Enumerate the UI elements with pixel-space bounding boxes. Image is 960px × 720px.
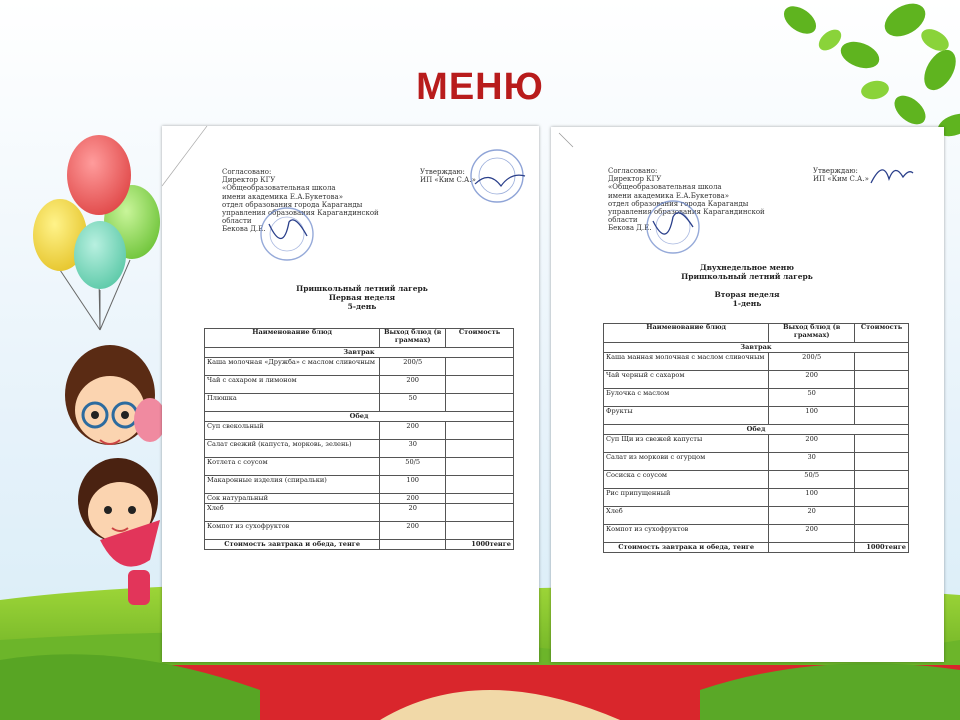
table-cell [855, 371, 909, 389]
table-cell: 200 [380, 522, 446, 540]
table-row [205, 494, 514, 504]
table-cell [446, 394, 514, 412]
table-cell [446, 376, 514, 394]
col-header-price: Стоимость [446, 329, 514, 348]
col-header-dish: Наименование блюд [604, 324, 769, 343]
table-cell: 30 [380, 440, 446, 458]
section-breakfast: Завтрак [205, 348, 514, 358]
table-row [205, 376, 514, 394]
table-row [604, 435, 909, 453]
table-cell: Булочка с маслом [604, 389, 769, 407]
table-cell: Хлеб [205, 504, 380, 522]
table-cell: Чай черный с сахаром [604, 371, 769, 389]
table-cell: 100 [769, 407, 855, 425]
table-row [604, 489, 909, 507]
col-header-price: Стоимость [855, 324, 909, 343]
table-cell [380, 540, 446, 550]
col-header-amount: Выход блюд (в граммах) [769, 324, 855, 343]
table-cell: 50/5 [769, 471, 855, 489]
table-cell: Фрукты [604, 407, 769, 425]
section-breakfast: Завтрак [604, 343, 909, 353]
school-stamp-icon [257, 204, 317, 264]
table-cell: 200/5 [769, 353, 855, 371]
table-cell [446, 476, 514, 494]
signature-icon [869, 157, 915, 193]
table-cell: Стоимость завтрака и обеда, тенге [604, 543, 769, 553]
menu-heading: Пришкольный летний лагерь Первая неделя 5-день [296, 284, 428, 311]
table-cell: Чай с сахаром и лимоном [205, 376, 380, 394]
table-cell: 200 [380, 376, 446, 394]
table-cell [446, 458, 514, 476]
total-row [604, 543, 909, 553]
table-cell: Суп Щи из свежей капусты [604, 435, 769, 453]
table-row [205, 504, 514, 522]
table-row [604, 507, 909, 525]
table-row [205, 476, 514, 494]
col-header-dish: Наименование блюд [205, 329, 380, 348]
table-cell: 200 [380, 422, 446, 440]
total-row [205, 540, 514, 550]
table-cell [855, 353, 909, 371]
table-cell [446, 494, 514, 504]
table-cell: 50 [769, 389, 855, 407]
table-cell: 1000тенге [446, 540, 514, 550]
table-row [205, 358, 514, 376]
table-cell: Суп свекольный [205, 422, 380, 440]
table-cell [446, 358, 514, 376]
table-cell: Хлеб [604, 507, 769, 525]
table-cell: Плюшка [205, 394, 380, 412]
table-cell: 200/5 [380, 358, 446, 376]
table-row [604, 471, 909, 489]
table-row [205, 394, 514, 412]
table-cell: Компот из сухофруктов [205, 522, 380, 540]
table-cell: Сок натуральный [205, 494, 380, 504]
approval-block-right: Утверждаю: ИП «Ким С.А.» [813, 167, 869, 184]
table-cell: 50 [380, 394, 446, 412]
table-cell [446, 440, 514, 458]
table-row [604, 453, 909, 471]
menu-table [603, 323, 909, 553]
table-cell [446, 504, 514, 522]
school-stamp-icon [643, 197, 703, 257]
table-cell [855, 389, 909, 407]
section-lunch: Обед [604, 425, 909, 435]
table-cell: 20 [769, 507, 855, 525]
table-cell: Рис припущенный [604, 489, 769, 507]
menu-document-week2-day1 [551, 127, 944, 662]
menu-document-week1-day5 [162, 126, 539, 662]
table-row [604, 407, 909, 425]
table-cell: Котлета с соусом [205, 458, 380, 476]
table-row [604, 353, 909, 371]
table-row [205, 522, 514, 540]
table-cell: Сосиска с соусом [604, 471, 769, 489]
table-cell: Макаронные изделия (спиральки) [205, 476, 380, 494]
table-cell: Каша манная молочная с маслом сливочным [604, 353, 769, 371]
table-cell: Салат из моркови с огурцом [604, 453, 769, 471]
table-cell: 200 [769, 371, 855, 389]
table-cell: Стоимость завтрака и обеда, тенге [205, 540, 380, 550]
approval-block-right: Утверждаю: ИП «Ким С.А.» [420, 168, 476, 185]
table-row [205, 458, 514, 476]
table-cell [446, 522, 514, 540]
table-cell [855, 453, 909, 471]
col-header-amount: Выход блюд (в граммах) [380, 329, 446, 348]
seal-stamp-icon [467, 146, 527, 206]
table-row [205, 422, 514, 440]
table-row [604, 389, 909, 407]
approval-block-left: Согласовано: Директор КГУ «Общеобразовательная школа имени академика Е.А.Букетова» отдел образования города Караганды управления образования Карагандинской области Бекова Д.Е. [222, 168, 379, 234]
table-cell: 1000тенге [855, 543, 909, 553]
table-cell [855, 525, 909, 543]
table-cell [855, 407, 909, 425]
table-cell: Салат свежий (капуста, морковь, зелень) [205, 440, 380, 458]
menu-heading: Двухнедельное меню Пришкольный летний лагерь Вторая неделя 1-день [681, 263, 813, 308]
section-lunch: Обед [205, 412, 514, 422]
page-title: МЕНЮ [416, 66, 544, 108]
table-cell: Компот из сухофруктов [604, 525, 769, 543]
table-cell: 100 [769, 489, 855, 507]
table-cell: 200 [769, 435, 855, 453]
table-cell [769, 543, 855, 553]
table-cell [855, 489, 909, 507]
table-cell: 20 [380, 504, 446, 522]
table-cell: 200 [380, 494, 446, 504]
table-cell: Каша молочная «Дружба» с маслом сливочным [205, 358, 380, 376]
table-row [604, 371, 909, 389]
table-cell [446, 422, 514, 440]
table-cell: 200 [769, 525, 855, 543]
approval-block-left: Согласовано: Директор КГУ «Общеобразовательная школа имени академика Е.А.Букетова» отдел образования города Караганды управления образования Карагандинской области Бекова Д.Е. [608, 167, 765, 233]
table-row [205, 440, 514, 458]
table-cell [855, 435, 909, 453]
table-cell [855, 471, 909, 489]
table-cell [855, 507, 909, 525]
table-cell: 30 [769, 453, 855, 471]
table-cell: 50/5 [380, 458, 446, 476]
table-row [604, 525, 909, 543]
menu-table [204, 328, 514, 550]
table-cell: 100 [380, 476, 446, 494]
